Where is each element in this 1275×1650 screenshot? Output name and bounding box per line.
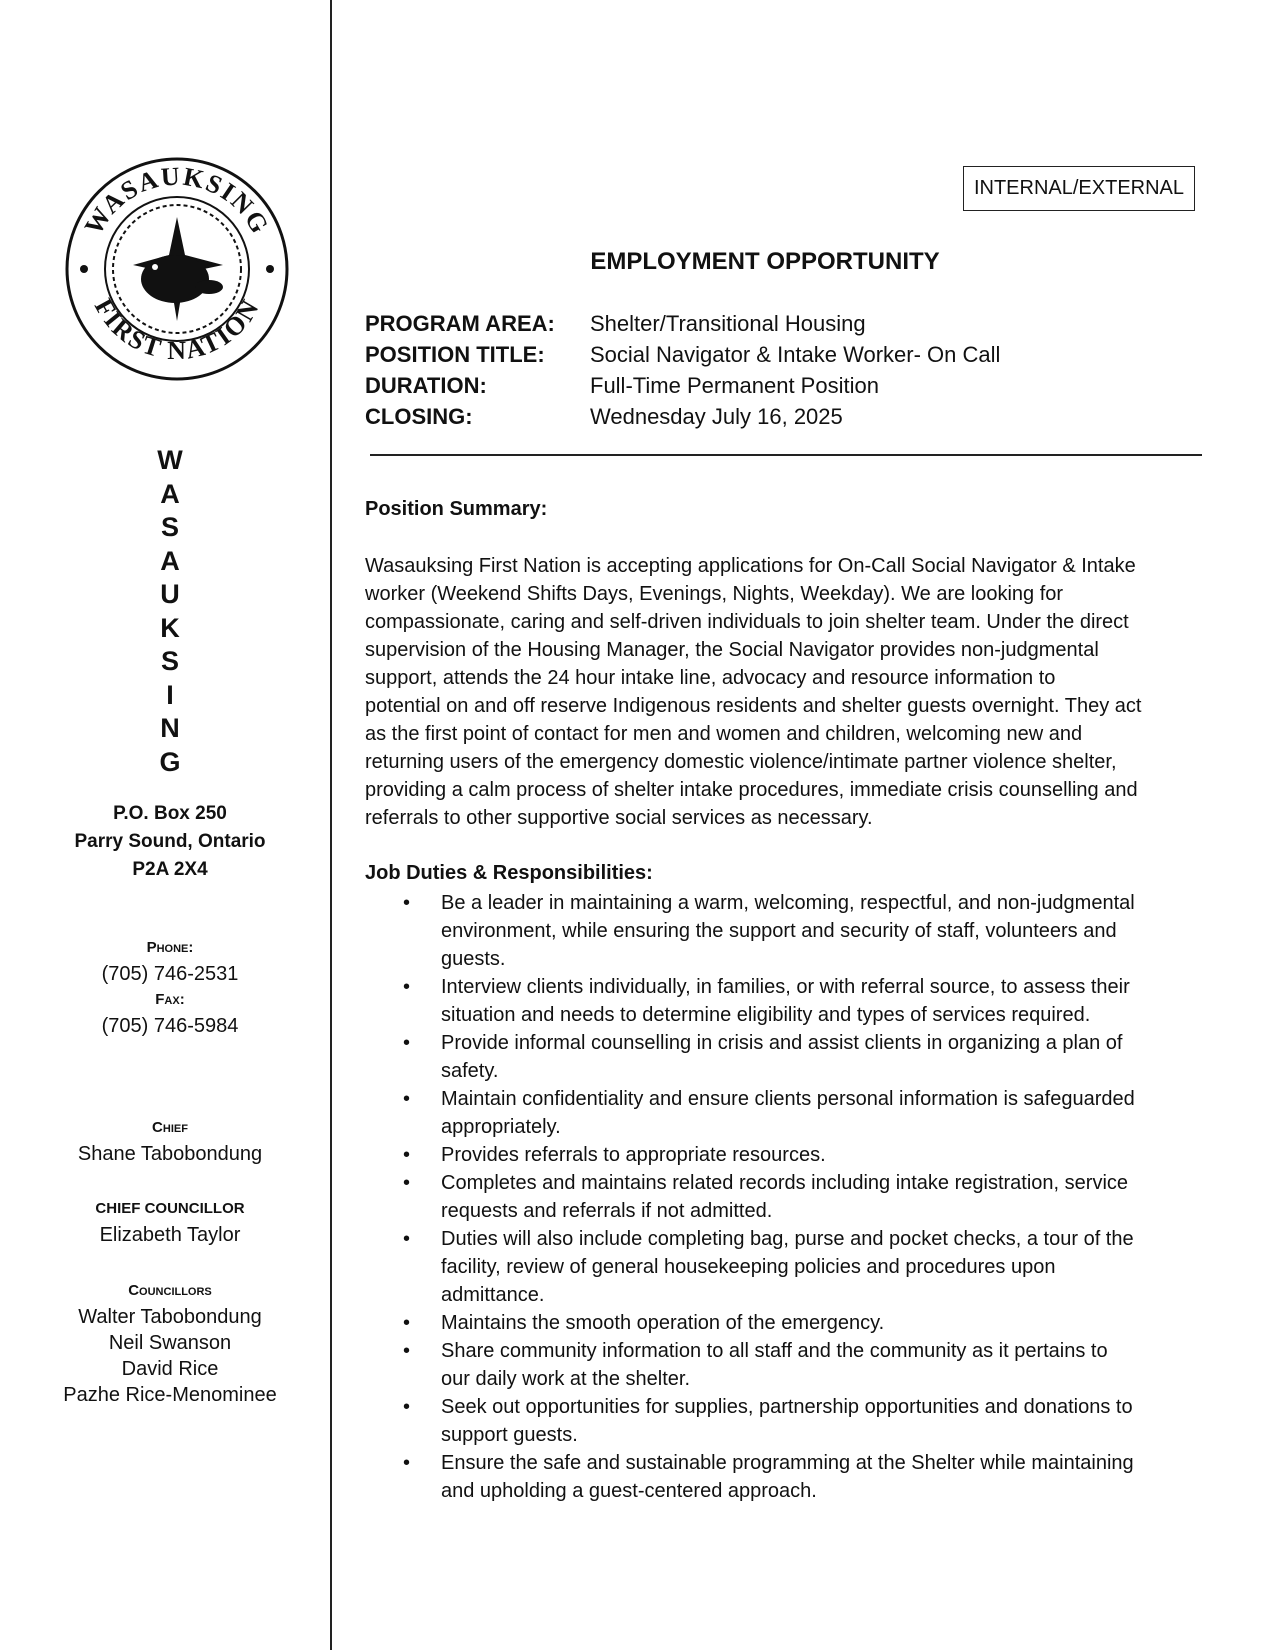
mailing-address bbox=[0, 800, 340, 884]
councillor-name: David Rice bbox=[121, 1358, 219, 1380]
duty-line: Completes and maintains related records including intake registration, service bbox=[441, 1172, 1129, 1194]
duty-line: appropriately. bbox=[441, 1116, 561, 1138]
vertical-nation-name bbox=[140, 444, 200, 779]
internal-external-tag: INTERNAL/EXTERNAL bbox=[963, 166, 1195, 211]
summary-line: returning users of the emergency domestic violence/intimate partner violence shelter, bbox=[365, 751, 1117, 773]
bullet-icon: • bbox=[403, 1340, 411, 1362]
summary-line: potential on and off reserve Indigenous residents and shelter guests overnight. They act bbox=[365, 695, 1142, 717]
position-summary-heading: Position Summary: bbox=[365, 498, 548, 520]
phone-label: Phone: bbox=[146, 939, 194, 956]
meta-value: Wednesday July 16, 2025 bbox=[590, 404, 843, 429]
meta-label: POSITION TITLE: bbox=[365, 342, 545, 367]
vertical-letter: A bbox=[160, 478, 180, 509]
councillors-label: Councillors bbox=[128, 1282, 212, 1299]
address-line-postal: P2A 2X4 bbox=[132, 859, 208, 880]
sidebar bbox=[0, 0, 330, 1650]
councillors-block bbox=[0, 1278, 340, 1408]
meta-label: CLOSING: bbox=[365, 404, 473, 429]
councillor-name: Neil Swanson bbox=[108, 1332, 232, 1354]
chief-block bbox=[0, 1115, 340, 1167]
bullet-icon: • bbox=[403, 976, 411, 998]
bullet-icon: • bbox=[403, 1312, 411, 1334]
vertical-letter: S bbox=[160, 646, 179, 676]
meta-value: Full-Time Permanent Position bbox=[590, 373, 879, 398]
duty-line: requests and referrals if not admitted. bbox=[441, 1200, 773, 1222]
duty-line: Maintain confidentiality and ensure clients personal information is safeguarded bbox=[441, 1088, 1135, 1110]
duty-line: safety. bbox=[441, 1060, 499, 1082]
bullet-icon: • bbox=[403, 1088, 411, 1110]
vertical-letter: K bbox=[160, 612, 180, 643]
duty-line: Be a leader in maintaining a warm, welcoming, respectful, and non-judgmental bbox=[441, 892, 1135, 914]
summary-line: referrals to other supportive social services as necessary. bbox=[365, 807, 873, 829]
vertical-letter: G bbox=[159, 746, 181, 777]
duty-line: guests. bbox=[441, 948, 506, 970]
vertical-letter: A bbox=[160, 545, 180, 576]
chief-councillor-name: Elizabeth Taylor bbox=[99, 1224, 241, 1246]
duty-line: and upholding a guest-centered approach. bbox=[441, 1480, 817, 1502]
summary-line: as the first point of contact for men and women and children, welcoming new and bbox=[365, 723, 1083, 745]
meta-value: Social Navigator & Intake Worker- On Call bbox=[590, 342, 1001, 367]
wasauksing-seal-logo bbox=[63, 155, 291, 383]
duty-line: Ensure the safe and sustainable programming at the Shelter while maintaining bbox=[441, 1452, 1134, 1474]
bullet-icon: • bbox=[403, 1144, 411, 1166]
meta-row-duration bbox=[365, 370, 1000, 401]
duty-line: Provides referrals to appropriate resources. bbox=[441, 1144, 826, 1166]
councillor-name: Pazhe Rice-Menominee bbox=[63, 1384, 277, 1406]
fax-number: (705) 746-5984 bbox=[101, 1015, 239, 1037]
duty-item bbox=[365, 1085, 1195, 1141]
duty-line: Interview clients individually, in families, or with referral source, to assess their bbox=[441, 976, 1130, 998]
vertical-divider bbox=[330, 0, 332, 1650]
chief-councillor-block bbox=[0, 1196, 340, 1248]
duty-item bbox=[365, 1337, 1195, 1393]
duty-item bbox=[365, 1309, 1195, 1337]
duty-item bbox=[365, 1141, 1195, 1169]
duty-line: Seek out opportunities for supplies, partnership opportunities and donations to bbox=[441, 1396, 1133, 1418]
summary-line: support, attends the 24 hour intake line, advocacy and resource information to bbox=[365, 667, 1056, 689]
contact-block bbox=[0, 935, 340, 1039]
horizontal-rule bbox=[370, 454, 1202, 456]
duty-line: our daily work at the shelter. bbox=[441, 1368, 691, 1390]
page-title: EMPLOYMENT OPPORTUNITY bbox=[590, 248, 940, 275]
duty-line: situation and needs to determine eligibility and types of services required. bbox=[441, 1004, 1091, 1026]
address-line-city: Parry Sound, Ontario bbox=[74, 831, 266, 852]
bullet-icon: • bbox=[403, 1452, 411, 1474]
vertical-letter: I bbox=[166, 679, 174, 710]
duty-item bbox=[365, 889, 1195, 973]
vertical-letter: W bbox=[157, 445, 183, 475]
chief-label: Chief bbox=[152, 1119, 188, 1136]
vertical-letter: N bbox=[160, 713, 180, 743]
duty-line: environment, while ensuring the support and security of staff, volunteers and bbox=[441, 920, 1117, 942]
vertical-letter: U bbox=[160, 579, 180, 609]
duty-item bbox=[365, 1029, 1195, 1085]
summary-line: worker (Weekend Shifts Days, Evenings, Nights, Weekday). We are looking for bbox=[365, 583, 1064, 605]
bullet-icon: • bbox=[403, 1396, 411, 1418]
meta-row-program-area bbox=[365, 308, 1000, 339]
duty-item bbox=[365, 1169, 1195, 1225]
duties-heading: Job Duties & Responsibilities: bbox=[365, 862, 653, 884]
duties-list bbox=[365, 889, 1195, 1505]
job-meta bbox=[365, 308, 1000, 432]
bullet-icon: • bbox=[403, 1228, 411, 1250]
duty-line: admittance. bbox=[441, 1284, 545, 1306]
summary-line: supervision of the Housing Manager, the Social Navigator provides non-judgmental bbox=[365, 639, 1099, 661]
meta-value: Shelter/Transitional Housing bbox=[590, 311, 866, 336]
duty-item bbox=[365, 973, 1195, 1029]
chief-councillor-label: CHIEF COUNCILLOR bbox=[95, 1200, 245, 1217]
fax-label: Fax: bbox=[155, 991, 185, 1008]
meta-row-position-title bbox=[365, 339, 1000, 370]
bullet-icon: • bbox=[403, 892, 411, 914]
bullet-icon: • bbox=[403, 1172, 411, 1194]
duty-line: support guests. bbox=[441, 1424, 578, 1446]
summary-line: Wasauksing First Nation is accepting applications for On-Call Social Navigator & Intake bbox=[365, 555, 1136, 577]
position-summary-text bbox=[365, 552, 1195, 832]
vertical-letter: S bbox=[160, 512, 179, 542]
address-line-po-box: P.O. Box 250 bbox=[113, 803, 227, 824]
duty-line: Maintains the smooth operation of the emergency. bbox=[441, 1312, 885, 1334]
duty-item bbox=[365, 1449, 1195, 1505]
meta-row-closing bbox=[365, 401, 1000, 432]
meta-label: DURATION: bbox=[365, 373, 487, 398]
svg-text:FIRST NATION: FIRST NATION bbox=[88, 293, 266, 366]
duty-line: Provide informal counselling in crisis and assist clients in organizing a plan of bbox=[441, 1032, 1123, 1054]
bullet-icon: • bbox=[403, 1032, 411, 1054]
duty-line: facility, review of general housekeeping policies and procedures upon bbox=[441, 1256, 1056, 1278]
summary-line: compassionate, caring and self-driven individuals to join shelter team. Under the direct bbox=[365, 611, 1129, 633]
meta-label: PROGRAM AREA: bbox=[365, 311, 555, 336]
duty-line: Duties will also include completing bag, purse and pocket checks, a tour of the bbox=[441, 1228, 1134, 1250]
councillor-name: Walter Tabobondung bbox=[78, 1306, 262, 1328]
phone-number: (705) 746-2531 bbox=[101, 963, 239, 985]
svg-text:WASAUKSING: WASAUKSING bbox=[78, 161, 276, 240]
duty-item bbox=[365, 1225, 1195, 1309]
duty-line: Share community information to all staff and the community as it pertains to bbox=[441, 1340, 1108, 1362]
duty-item bbox=[365, 1393, 1195, 1449]
chief-name: Shane Tabobondung bbox=[77, 1143, 263, 1165]
summary-line: providing a calm process of shelter intake procedures, immediate crisis counselling and bbox=[365, 779, 1138, 801]
